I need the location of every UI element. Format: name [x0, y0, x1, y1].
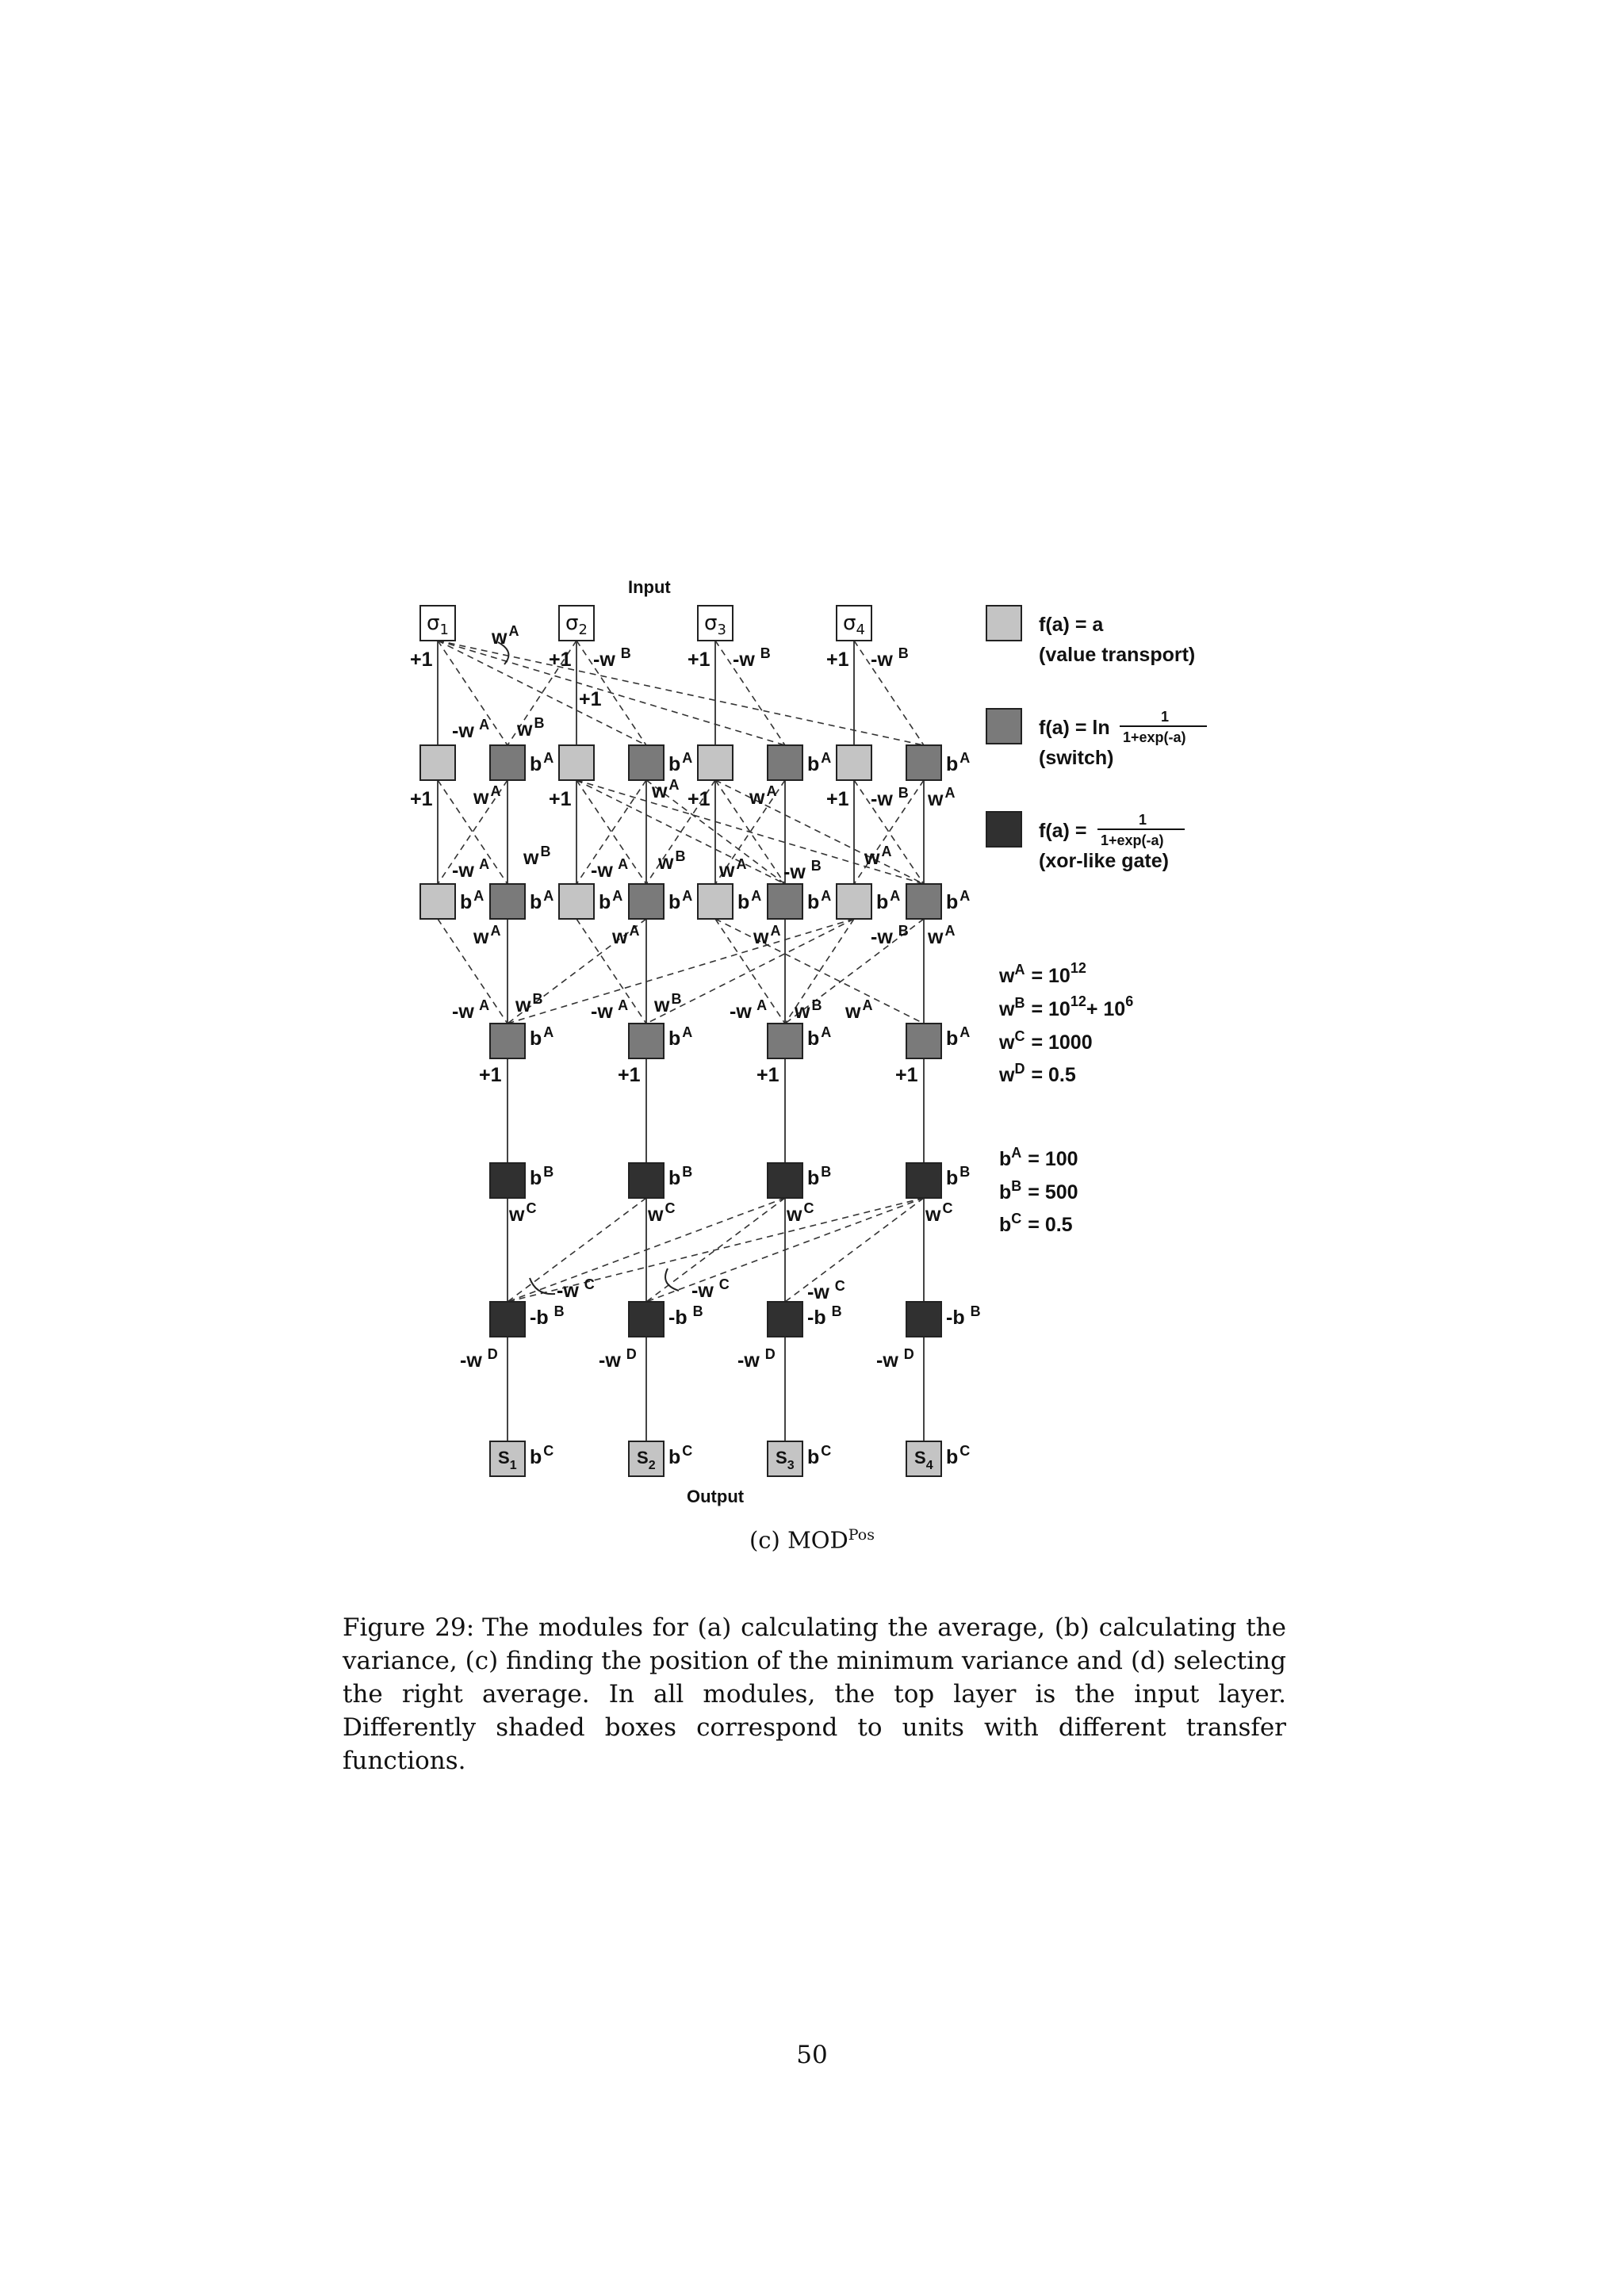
switch-unit — [906, 745, 941, 780]
switch-unit — [768, 1024, 802, 1058]
input-unit-label: $\sigma_2$ — [565, 611, 588, 638]
weight-label: -b $^B$ — [668, 1303, 703, 1329]
value-unit — [837, 745, 871, 780]
caption-text: The modules for (a) calculating the average, (b) calculating the variance, (c) finding the position of the minimum variance and (d) selecting the right average. In all modules, the top layer is the input layer. Differently shaded boxes correspond to units with different transfer functions. — [343, 1613, 1286, 1775]
weight-label: -w $^C$ — [691, 1276, 730, 1302]
weight-label: b $^B$ — [530, 1164, 554, 1189]
input-unit-label: $\sigma_4$ — [843, 611, 865, 638]
weight-label: -w $^A$ — [591, 997, 629, 1023]
weight-label: b $^B$ — [668, 1164, 693, 1189]
gate-unit — [768, 1163, 802, 1198]
switch-unit — [490, 884, 525, 919]
dashed-connection — [438, 641, 924, 745]
value-unit — [559, 745, 594, 780]
weight-label: b $^C$ — [668, 1443, 693, 1468]
legend-formula: f(a) = a — [1039, 614, 1104, 636]
subcaption-superscript: Pos — [848, 1526, 875, 1544]
parameter-value: $b^C = 0.5$ — [999, 1211, 1073, 1236]
parameter-value: $w^B = 10^{12}+ 10^6$ — [999, 993, 1134, 1020]
weight-label: b $^A$ — [668, 888, 693, 913]
page-number: 50 — [796, 2041, 828, 2069]
value-unit — [420, 884, 455, 919]
parameter-value: $w^A = 10^{12}$ — [999, 960, 1086, 987]
switch-unit — [906, 1024, 941, 1058]
weight-label: w $^B$ — [517, 715, 545, 740]
legend-description: (xor-like gate) — [1039, 850, 1169, 872]
switch-unit — [768, 884, 802, 919]
switch-unit — [629, 745, 664, 780]
value-unit — [698, 745, 733, 780]
switch-unit — [629, 884, 664, 919]
weight-label: w $^B$ — [795, 997, 822, 1023]
value-unit — [698, 884, 733, 919]
weight-label: +1 — [826, 649, 849, 671]
legend-swatch — [986, 812, 1021, 847]
weight-label: b $^A$ — [876, 888, 901, 913]
gate-unit — [906, 1302, 941, 1337]
switch-unit — [768, 745, 802, 780]
weight-label: -w $^D$ — [876, 1346, 914, 1372]
weight-label: b $^A$ — [530, 888, 554, 913]
weight-label: -w $^A$ — [730, 997, 768, 1023]
legend-description: (switch) — [1039, 747, 1114, 769]
parameter-value: $b^A = 100$ — [999, 1145, 1078, 1170]
weight-label: b $^A$ — [807, 888, 832, 913]
weight-label: b $^A$ — [946, 1024, 971, 1050]
weight-label: -w $^C$ — [807, 1278, 845, 1303]
subcaption — [0, 1526, 1624, 1554]
legend-swatch — [986, 709, 1021, 744]
weight-label: -b $^B$ — [807, 1303, 842, 1329]
weight-label: w $^A$ — [928, 923, 956, 948]
weight-label: w $^B$ — [658, 848, 686, 874]
output-unit-label: $S_1$ — [498, 1448, 517, 1472]
weight-label: w $^A$ — [612, 923, 640, 948]
value-unit — [837, 884, 871, 919]
weight-label: +1 — [410, 649, 433, 671]
legend-formula: f(a) = ln — [1039, 717, 1110, 739]
weight-label: -w $^A$ — [452, 717, 490, 742]
weight-label: w $^B$ — [515, 991, 543, 1016]
weight-label: b $^B$ — [807, 1164, 832, 1189]
weight-label: -w $^B$ — [871, 785, 909, 810]
weight-label: -w $^C$ — [557, 1276, 595, 1302]
weight-label: +1 — [579, 688, 602, 710]
legend-formula-denominator: 1+exp(-a) — [1123, 729, 1186, 745]
weight-label: +1 — [895, 1064, 918, 1086]
input-label: Input — [628, 577, 671, 597]
weight-label: w $^A$ — [719, 856, 747, 882]
value-unit — [559, 884, 594, 919]
weight-label: -b $^B$ — [946, 1303, 981, 1329]
legend-description: (value transport) — [1039, 644, 1196, 666]
weight-label: b $^A$ — [946, 888, 971, 913]
weight-label: +1 — [549, 788, 572, 810]
weight-label: +1 — [618, 1064, 641, 1086]
weight-label: +1 — [756, 1064, 779, 1086]
weight-label: -w $^B$ — [593, 645, 631, 671]
weight-label: -w $^A$ — [591, 856, 629, 882]
weight-label: +1 — [688, 788, 710, 810]
weight-label: -w $^A$ — [452, 856, 490, 882]
weight-label: -w $^D$ — [737, 1346, 776, 1372]
weight-label: -w $^B$ — [871, 923, 909, 948]
weight-label: w $^A$ — [749, 783, 777, 809]
weight-label: w $^A$ — [492, 623, 519, 649]
weight-label: -w $^B$ — [783, 858, 822, 883]
weight-label: w $^A$ — [845, 997, 873, 1023]
gate-unit — [906, 1163, 941, 1198]
weight-label: b $^A$ — [807, 1024, 832, 1050]
weight-label: b $^A$ — [946, 750, 971, 775]
weight-label: b $^C$ — [946, 1443, 971, 1468]
weight-label: w $^A$ — [864, 844, 892, 869]
weight-label: -w $^D$ — [460, 1346, 498, 1372]
weight-label: w $^B$ — [523, 844, 551, 869]
weight-label: b $^A$ — [737, 888, 762, 913]
subcaption-prefix: (c) MOD — [749, 1526, 848, 1554]
weight-label: b $^C$ — [530, 1443, 554, 1468]
output-unit-label: $S_3$ — [776, 1448, 795, 1472]
legend — [986, 606, 1207, 1236]
switch-unit — [490, 1024, 525, 1058]
legend-formula: f(a) = — [1039, 820, 1087, 842]
switch-unit — [906, 884, 941, 919]
weight-label: +1 — [549, 649, 572, 671]
figure-caption — [343, 1611, 1286, 1777]
weight-label: b $^C$ — [807, 1443, 832, 1468]
weight-label: w $^A$ — [473, 923, 501, 948]
weight-label: w $^A$ — [652, 777, 680, 802]
weight-label: w $^A$ — [928, 785, 956, 810]
weight-label: +1 — [826, 788, 849, 810]
gate-unit — [490, 1163, 525, 1198]
weight-label: -w $^A$ — [452, 997, 490, 1023]
gate-unit — [768, 1302, 802, 1337]
input-unit-label: $\sigma_1$ — [427, 611, 449, 638]
parameter-value: $w^C = 1000$ — [999, 1028, 1093, 1054]
legend-swatch — [986, 606, 1021, 641]
parameter-value: $w^D = 0.5$ — [999, 1061, 1076, 1086]
weight-label: b $^B$ — [946, 1164, 971, 1189]
weight-label: -w $^B$ — [733, 645, 771, 671]
weight-label: +1 — [410, 788, 433, 810]
weight-label: b $^A$ — [807, 750, 832, 775]
switch-unit — [490, 745, 525, 780]
weight-label: b $^A$ — [599, 888, 623, 913]
weight-label: w $^A$ — [473, 783, 501, 809]
output-unit-label: $S_4$ — [914, 1448, 933, 1472]
weight-label: -w $^B$ — [871, 645, 909, 671]
weight-label: b $^A$ — [668, 1024, 693, 1050]
weight-label: b $^A$ — [530, 1024, 554, 1050]
weight-label: w $^A$ — [753, 923, 781, 948]
weight-label: w $^B$ — [654, 991, 682, 1016]
weight-label: w $^C$ — [648, 1200, 676, 1226]
weight-label: w $^C$ — [925, 1200, 953, 1226]
legend-formula-numerator: 1 — [1139, 812, 1147, 828]
weight-label: w $^C$ — [509, 1200, 537, 1226]
caption-label: Figure 29: — [343, 1613, 475, 1642]
parameter-value: $b^B = 500$ — [999, 1178, 1078, 1203]
gate-unit — [490, 1302, 525, 1337]
value-unit — [420, 745, 455, 780]
weight-label: w $^C$ — [787, 1200, 814, 1226]
legend-formula-denominator: 1+exp(-a) — [1101, 832, 1164, 848]
weight-label: b $^A$ — [460, 888, 485, 913]
gate-unit — [629, 1163, 664, 1198]
weight-label: -w $^D$ — [599, 1346, 637, 1372]
output-label: Output — [687, 1487, 745, 1506]
units — [420, 606, 941, 1476]
weight-label: +1 — [688, 649, 710, 671]
input-unit-label: $\sigma_3$ — [704, 611, 726, 638]
output-unit-label: $S_2$ — [637, 1448, 656, 1472]
weight-label: -b $^B$ — [530, 1303, 565, 1329]
gate-unit — [629, 1302, 664, 1337]
weight-label: b $^A$ — [530, 750, 554, 775]
weight-label: +1 — [479, 1064, 502, 1086]
weight-label: b $^A$ — [668, 750, 693, 775]
legend-formula-numerator: 1 — [1161, 709, 1170, 725]
switch-unit — [629, 1024, 664, 1058]
